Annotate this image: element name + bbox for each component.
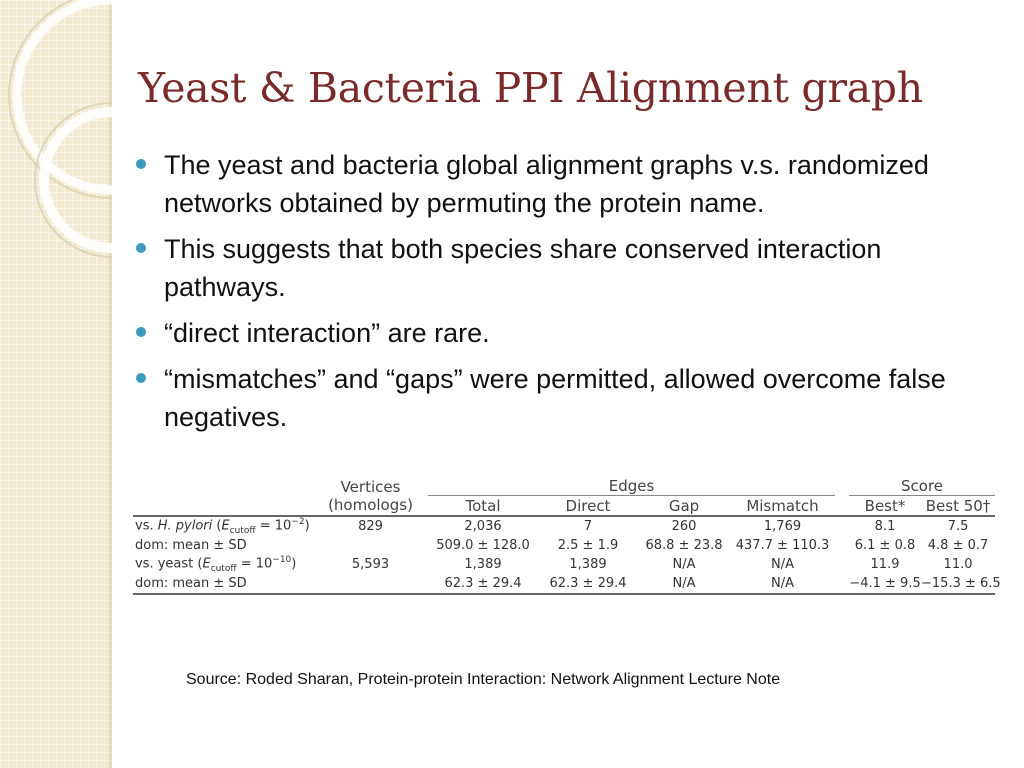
cell-direct: 62.3 ± 29.4 xyxy=(538,574,638,594)
edges-header: Edges xyxy=(428,476,835,496)
cell-best50: 7.5 xyxy=(947,519,969,534)
vertices-header: Vertices xyxy=(340,477,401,496)
cell-mismatch: N/A xyxy=(771,557,794,572)
cell-total: 62.3 ± 29.4 xyxy=(428,574,538,594)
col-header-best50: Best 50† xyxy=(925,496,991,515)
row-label: vs. H. pylori $(E_{cutoff} = 10^{-2})$ xyxy=(135,517,310,536)
cell-total: 509.0 ± 128.0 xyxy=(436,538,530,553)
cell-mismatch: 437.7 ± 110.3 xyxy=(735,538,830,553)
source-citation: Source: Roded Sharan, Protein-protein Interaction: Network Alignment Lecture Note xyxy=(186,671,781,688)
bullet-text: The yeast and bacteria global alignment graphs v.s. randomized networks obtained by permuting the protein name. xyxy=(164,150,929,218)
cell-total: 2,036 xyxy=(464,519,502,534)
cell-best50: 11.0 xyxy=(943,557,973,572)
row-label: dom: mean ± SD xyxy=(133,574,313,594)
results-table xyxy=(133,476,1001,595)
cell-gap: N/A xyxy=(638,574,730,594)
col-header-direct: Direct xyxy=(565,496,611,515)
bullet-list xyxy=(136,146,986,444)
decorative-side-band xyxy=(0,0,112,768)
table-row xyxy=(133,516,995,536)
cell-gap: N/A xyxy=(672,557,696,572)
results-table-figure xyxy=(133,476,1001,595)
bullet-text: This suggests that both species share conserved interaction pathways. xyxy=(164,234,882,302)
bullet-item xyxy=(136,146,986,222)
cell-vertices xyxy=(313,574,428,594)
bullet-item xyxy=(136,360,986,436)
table-row xyxy=(133,536,995,555)
bullet-dot-icon xyxy=(136,159,146,169)
bullet-text: “direct interaction” are rare. xyxy=(164,318,490,348)
cell-best: 11.9 xyxy=(870,557,900,572)
table-header-row xyxy=(133,496,995,517)
bullet-dot-icon xyxy=(136,327,146,337)
table-header-group-row xyxy=(133,476,995,496)
cell-best50: −15.3 ± 6.5 xyxy=(921,574,995,594)
bullet-item xyxy=(136,314,986,352)
cell-best: −4.1 ± 9.5 xyxy=(849,574,921,594)
table-row xyxy=(133,555,995,574)
cell-mismatch: 1,769 xyxy=(763,519,802,534)
vertices-subheader: (homologs) xyxy=(328,496,413,515)
decorative-rings-icon xyxy=(0,0,112,768)
col-header-gap: Gap xyxy=(668,496,700,515)
cell-mismatch: N/A xyxy=(730,574,835,594)
cell-gap: 68.8 ± 23.8 xyxy=(645,538,723,553)
cell-direct: 2.5 ± 1.9 xyxy=(557,538,619,553)
col-header-total: Total xyxy=(465,496,501,515)
cell-best: 6.1 ± 0.8 xyxy=(854,538,916,553)
bullet-item xyxy=(136,230,986,306)
row-label: dom: mean ± SD xyxy=(135,538,247,553)
bullet-dot-icon xyxy=(136,243,146,253)
cell-direct: 7 xyxy=(583,519,593,534)
slide-title: Yeast & Bacteria PPI Alignment graph xyxy=(138,64,923,112)
bullet-text: “mismatches” and “gaps” were permitted, allowed overcome false negatives. xyxy=(164,364,946,432)
table-row xyxy=(133,574,995,594)
score-header: Score xyxy=(849,476,995,496)
cell-direct: 1,389 xyxy=(569,557,607,572)
cell-vertices: 829 xyxy=(358,519,383,534)
col-header-best: Best* xyxy=(864,496,906,515)
cell-vertices xyxy=(313,536,428,555)
col-header-mismatch: Mismatch xyxy=(746,496,819,515)
cell-vertices: 5,593 xyxy=(351,557,390,572)
cell-best50: 4.8 ± 0.7 xyxy=(927,538,989,553)
bullet-dot-icon xyxy=(136,373,146,383)
cell-best: 8.1 xyxy=(874,519,896,534)
cell-total: 1,389 xyxy=(464,557,502,572)
cell-gap: 260 xyxy=(671,519,697,534)
row-label: vs. yeast $(E_{cutoff} = 10^{-10})$ xyxy=(135,555,297,574)
